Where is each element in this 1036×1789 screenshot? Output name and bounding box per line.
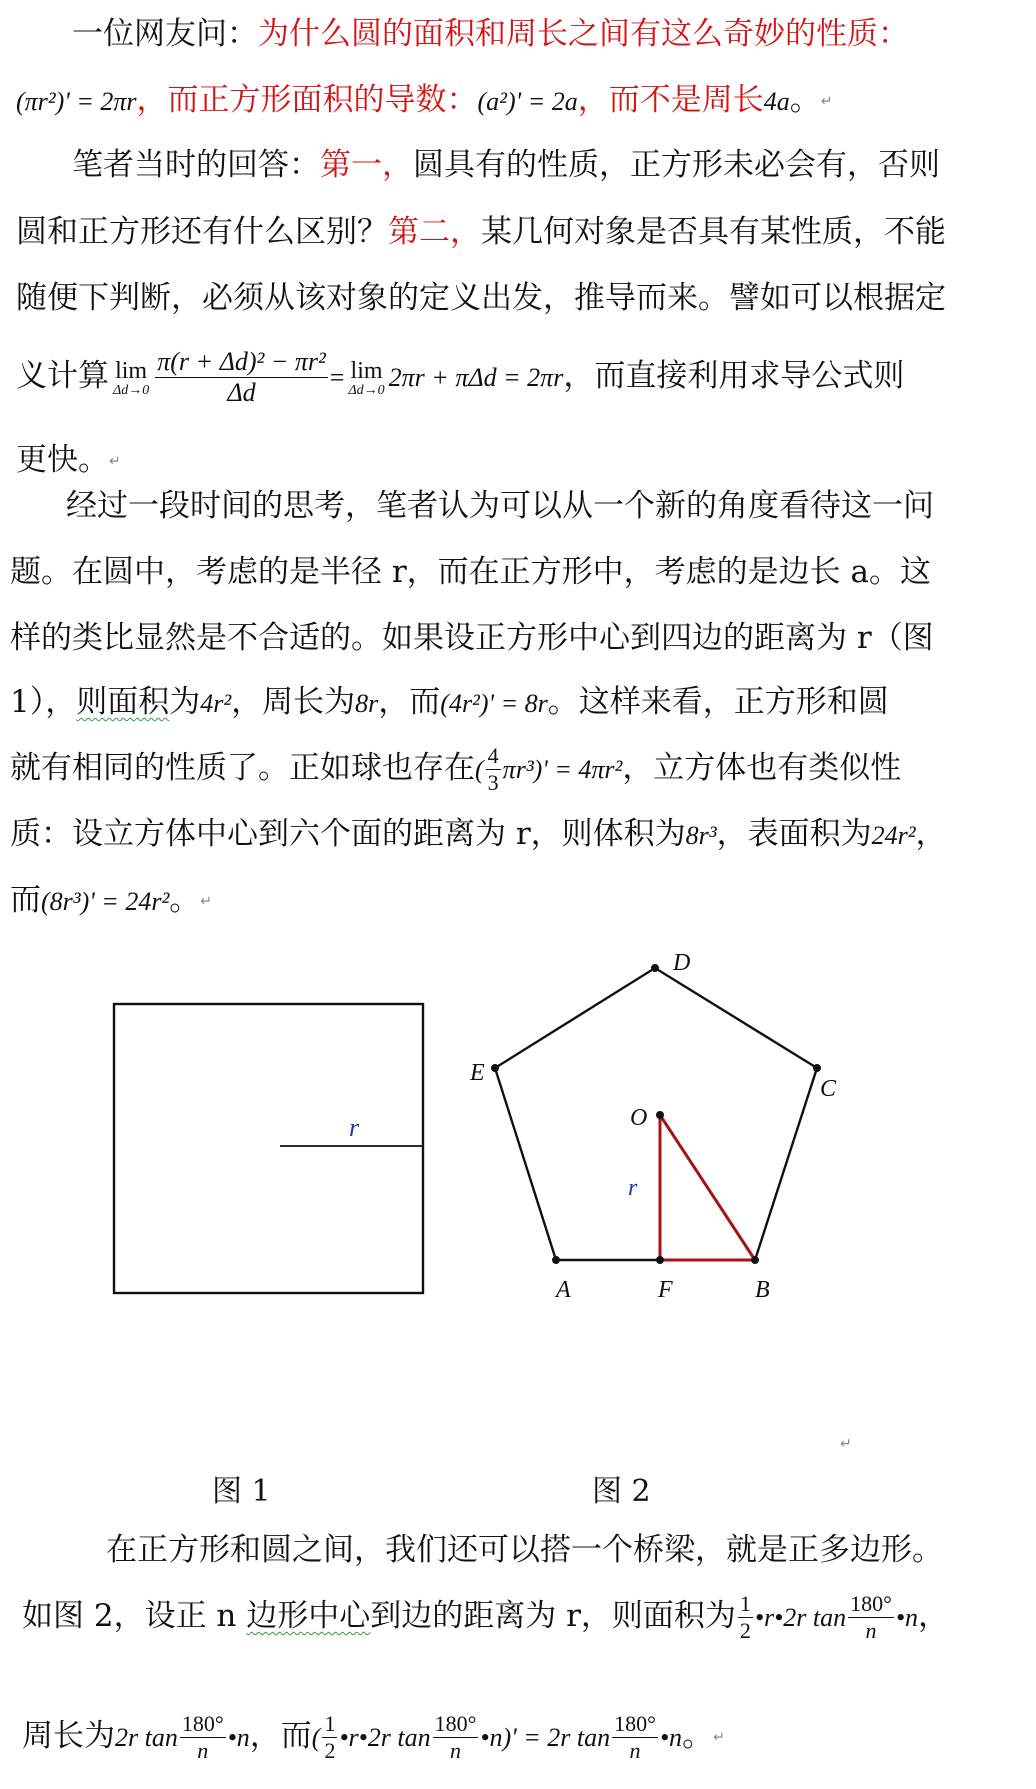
- angle-fraction: $\frac{180^\circ}{n}$: [434, 1711, 477, 1763]
- p2-answer-intro: 笔者当时的回答：: [72, 147, 320, 183]
- limit-left: lim Δd→0: [113, 357, 150, 398]
- p2-line2-b: 某几何对象是否具有某性质，不能: [481, 214, 946, 250]
- p2-first-text: 圆具有的性质，正方形未必会有，否则: [413, 147, 940, 183]
- p3-line7: 而(8r³)' = 24r²。↵: [10, 882, 212, 918]
- p4-line2: 如图 2，设正 n 边形中心到边的距离为 r，则面积为 $\frac{1}{2}$ •r•2r tan $\frac{180^\circ}{n}$ •n，: [22, 1591, 950, 1643]
- paragraph-mark-icon: ↵: [109, 453, 121, 470]
- equals-sign: =: [329, 363, 345, 392]
- p2-line3: 随便下判断，必须从该对象的定义出发，推导而来。譬如可以根据定: [16, 280, 946, 316]
- p3-line4: 1），则面积为4r²，周长为8r，而(4r²)' = 8r。这样来看，正方形和圆: [10, 684, 889, 720]
- angle-fraction: $\frac{180^\circ}{n}$: [850, 1591, 892, 1643]
- p2-line2: [16, 212, 946, 252]
- p2-line2-a: 圆和正方形还有什么区别？: [16, 214, 388, 250]
- wavy-underline-text: 边形中心: [246, 1598, 371, 1634]
- limit-right: lim Δd→0: [348, 357, 385, 398]
- formula-perimeter: 4a: [763, 87, 790, 116]
- label-C: C: [820, 1076, 837, 1102]
- point-O: [656, 1111, 664, 1119]
- point-B: [751, 1256, 759, 1264]
- p1-line1: [72, 14, 909, 54]
- p3-line6: 质：设立方体中心到六个面的距离为 r，则体积为8r³，表面积为24r²，: [10, 816, 947, 852]
- figure1-caption: 图 1: [212, 1474, 271, 1509]
- figure2-pentagon: [469, 950, 837, 1303]
- p2-line4: [16, 346, 904, 408]
- p1-red-square: ，而正方形面积的导数：: [136, 82, 478, 118]
- formula-square-area: 4r²: [200, 689, 232, 718]
- formula-square-perimeter: 8r: [355, 689, 379, 718]
- paragraph-mark-icon: ↵: [820, 93, 833, 110]
- angle-fraction: $\frac{180^\circ}{n}$: [614, 1711, 656, 1763]
- formula-square-derivative: (a²)' = 2a: [477, 87, 578, 116]
- pentagon-outline: [495, 968, 817, 1260]
- figure1-square: [114, 1004, 423, 1293]
- p2-line4-a: 义计算: [16, 358, 109, 394]
- half-fraction: $\frac{1}{2}$: [739, 1591, 751, 1643]
- p1-question-red: 为什么圆的面积和周长之间有这么奇妙的性质：: [258, 16, 909, 52]
- point-E: [491, 1064, 499, 1072]
- triangle-side-OB: [660, 1115, 755, 1260]
- formula-square-derivative-r: (4r²)' = 8r: [440, 689, 548, 718]
- point-C: [813, 1064, 821, 1072]
- figure2-caption: 图 2: [592, 1474, 651, 1509]
- label-r: r: [628, 1175, 638, 1201]
- p3-line5: 就有相同的性质了。正如球也存在( $\frac{4}{3}$ πr³)' = 4πr²，立方体也有类似性: [10, 743, 902, 795]
- square-r-label: r: [349, 1113, 360, 1142]
- p2-first: 第一，: [320, 147, 413, 183]
- point-D: [651, 964, 659, 972]
- p1-line2: [16, 80, 832, 122]
- wavy-underline-text: 则面积: [76, 684, 170, 720]
- p4-line1: 在正方形和圆之间，我们还可以搭一个桥梁，就是正多边形。: [106, 1532, 943, 1568]
- label-D: D: [673, 950, 691, 976]
- paragraph-mark-icon: ↵: [713, 1729, 725, 1746]
- formula-sphere: πr³)' = 4πr²: [502, 755, 623, 784]
- formula-cube-derivative: (8r³)' = 24r²: [41, 887, 170, 916]
- formula-circle-derivative: (πr²)' = 2πr: [16, 87, 137, 116]
- figures-area: [0, 940, 1036, 1360]
- angle-fraction: $\frac{180^\circ}{n}$: [181, 1711, 224, 1763]
- p1-end: 。: [789, 82, 821, 118]
- limit-result: 2πr + πΔd = 2πr: [388, 363, 564, 392]
- sphere-fraction: $\frac{4}{3}$: [487, 743, 499, 795]
- paragraph-mark-icon: ↵: [840, 1436, 852, 1452]
- p2-second: 第二，: [388, 214, 481, 250]
- difference-quotient: $\frac{\text{π(r + Δd)² − πr²}}{\Delta d}$: [157, 347, 326, 407]
- half-fraction: $\frac{1}{2}$: [324, 1711, 336, 1763]
- label-B: B: [755, 1277, 770, 1303]
- label-A: A: [556, 1277, 571, 1303]
- p2-line4-b: ，而直接利用求导公式则: [563, 358, 905, 394]
- label-O: O: [630, 1105, 648, 1131]
- formula-cube-surface: 24r²: [871, 821, 916, 850]
- p4-line3: 周长为2r tan $\frac{180^\circ}{n}$ •n，而( $\frac{1}{2}$ •r•2r tan $\frac{180^\circ}{n}$ •n)' = 2r tan $\frac{180^\circ}{n}$ •n。↵: [22, 1711, 725, 1763]
- p2-line1: [72, 145, 940, 185]
- p3-line1: 经过一段时间的思考，笔者认为可以从一个新的角度看待这一问: [66, 488, 934, 524]
- p2-line5: 更快。↵: [16, 442, 121, 478]
- p3-line3: 样的类比显然是不合适的。如果设正方形中心到四边的距离为 r（图: [10, 620, 934, 656]
- paragraph-mark-icon: ↵: [200, 893, 212, 910]
- p3-line2: 题。在圆中，考虑的是半径 r，而在正方形中，考虑的是边长 a。这: [10, 554, 932, 590]
- formula-cube-volume: 8r³: [685, 821, 717, 850]
- point-F: [656, 1256, 664, 1264]
- label-E: E: [470, 1060, 485, 1086]
- label-F: F: [658, 1277, 673, 1303]
- square-outline: [114, 1004, 423, 1293]
- p1-red-notperim: ，而不是周长: [577, 82, 764, 118]
- p1-question-intro: 一位网友问：: [72, 16, 258, 52]
- point-A: [552, 1256, 560, 1264]
